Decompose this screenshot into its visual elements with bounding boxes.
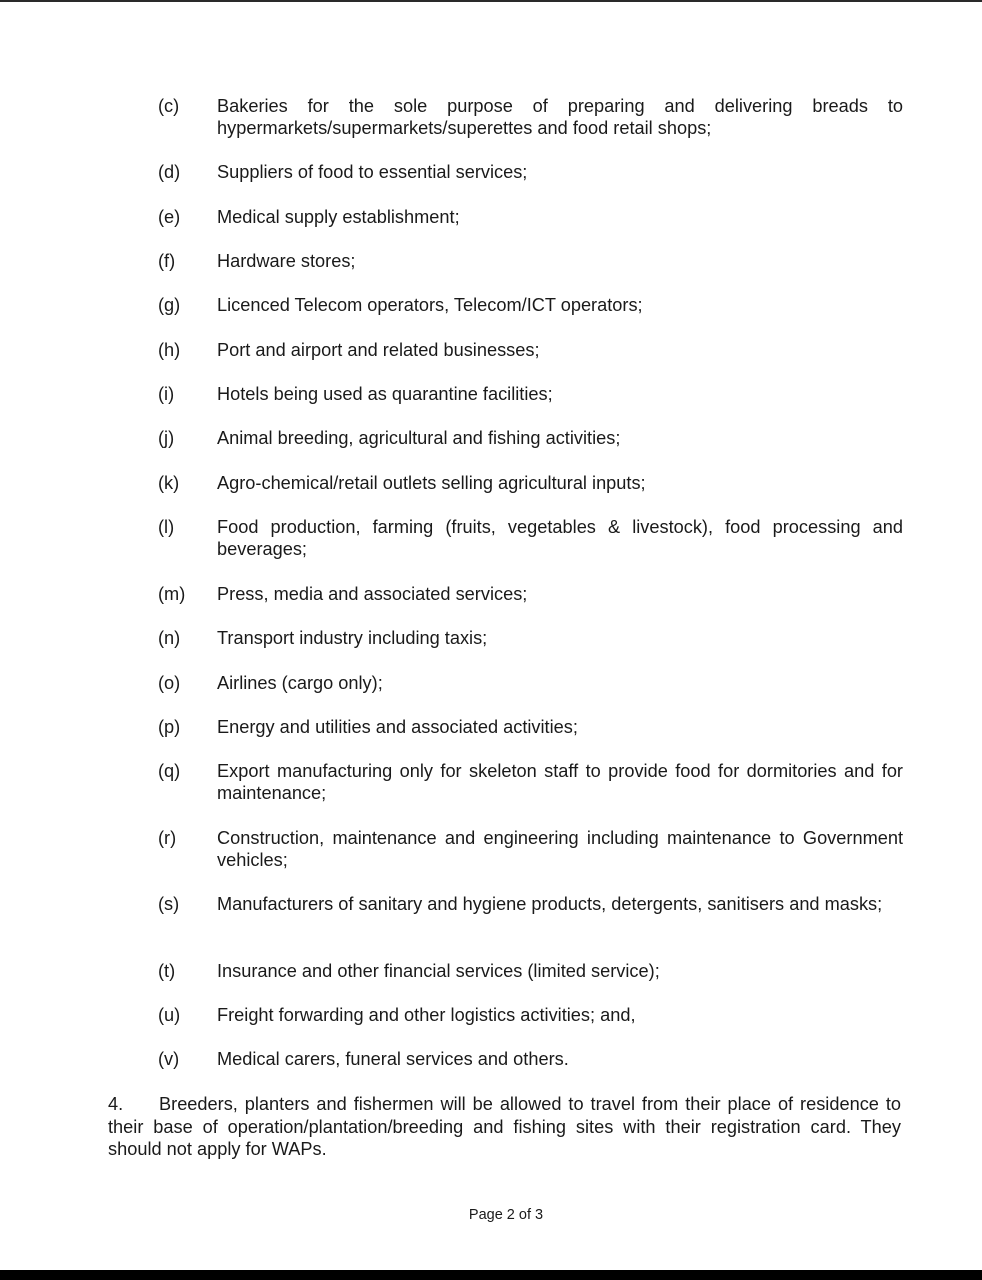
- list-item-letter: (o): [158, 673, 181, 693]
- list-item-text: Suppliers of food to essential services;: [217, 162, 528, 182]
- list-item-letter: (h): [158, 340, 181, 360]
- list-item-text: Airlines (cargo only);: [217, 673, 383, 693]
- top-edge-rule: [0, 0, 982, 2]
- list-item-letter: (s): [158, 894, 180, 914]
- list-item-letter: (t): [158, 961, 176, 981]
- list-item-letter: (g): [158, 295, 181, 315]
- list-item-text: Animal breeding, agricultural and fishing activities;: [217, 428, 621, 448]
- list-item-letter: (d): [158, 162, 181, 182]
- list-item-text: Freight forwarding and other logistics activities; and,: [217, 1005, 636, 1025]
- list-item-text: Medical supply establishment;: [217, 207, 460, 227]
- list-item-letter: (r): [158, 828, 177, 848]
- list-item-letter: (u): [158, 1005, 181, 1025]
- list-item-letter: (c): [158, 96, 180, 116]
- list-item-text: Medical carers, funeral services and others.: [217, 1049, 569, 1069]
- list-item-text: Licenced Telecom operators, Telecom/ICT operators;: [217, 295, 643, 315]
- list-item-text: Port and airport and related businesses;: [217, 340, 540, 360]
- list-item-letter: (e): [158, 207, 181, 227]
- list-item-text: Energy and utilities and associated activities;: [217, 717, 578, 737]
- list-item-text: Hardware stores;: [217, 251, 356, 271]
- list-item-text: Export manufacturing only for skeleton staff to provide food for dormitories and for maintenance;: [217, 761, 903, 803]
- list-item-letter: (m): [158, 584, 186, 604]
- list-item-letter: (q): [158, 761, 181, 781]
- list-item-text: Press, media and associated services;: [217, 584, 528, 604]
- list-item-text: Transport industry including taxis;: [217, 628, 488, 648]
- list-item-letter: (k): [158, 473, 180, 493]
- list-item-text: Bakeries for the sole purpose of preparing and delivering breads to hypermarkets/supermarkets/superettes and food retail shops;: [217, 96, 903, 138]
- paragraph-number: 4.: [108, 1094, 124, 1114]
- list-item-text: Agro-chemical/retail outlets selling agricultural inputs;: [217, 473, 646, 493]
- paragraph-4: [108, 1093, 901, 1161]
- list-item-letter: (l): [158, 517, 175, 537]
- list-item-text: Food production, farming (fruits, vegetables & livestock), food processing and beverages;: [217, 517, 903, 559]
- list-item-letter: (p): [158, 717, 181, 737]
- list-item-letter: (n): [158, 628, 181, 648]
- page-number: Page 2 of 3: [468, 1207, 544, 1223]
- list-item-text: Insurance and other financial services (limited service);: [217, 961, 660, 981]
- list-item-text: Manufacturers of sanitary and hygiene products, detergents, sanitisers and masks;: [217, 894, 883, 914]
- bottom-edge-bar: [0, 1270, 982, 1280]
- list-item-text: Hotels being used as quarantine facilities;: [217, 384, 553, 404]
- list-item-text: Construction, maintenance and engineering including maintenance to Government vehicles;: [217, 828, 903, 870]
- list-item-letter: (i): [158, 384, 175, 404]
- list-item-letter: (f): [158, 251, 176, 271]
- paragraph-text: Breeders, planters and fishermen will be allowed to travel from their place of residence to their base of operation/plantation/breeding and fishing sites with their registration card. They should not apply for WAPs.: [108, 1094, 901, 1159]
- list-item-letter: (v): [158, 1049, 180, 1069]
- list-item-letter: (j): [158, 428, 175, 448]
